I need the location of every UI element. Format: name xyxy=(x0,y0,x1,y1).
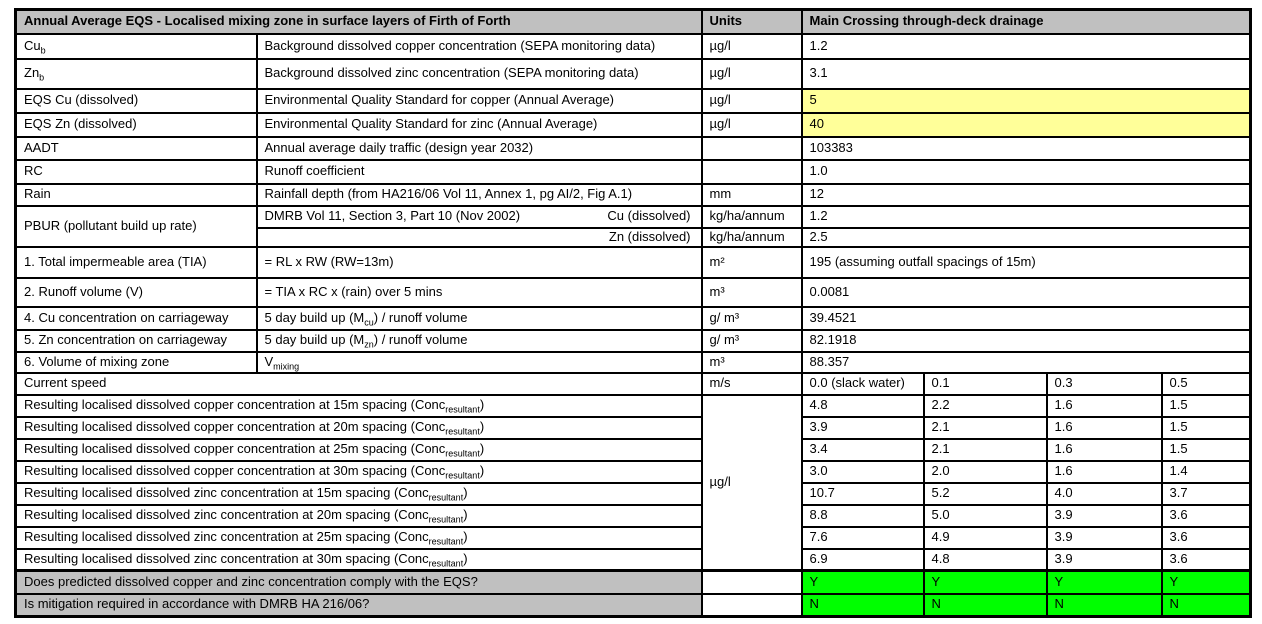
resulting-label: Resulting localised dissolved copper concentration at 15m spacing (Conc$_{resultant}$) xyxy=(16,395,702,417)
result-value: 1.6 xyxy=(1047,395,1162,417)
result-value: 1.5 xyxy=(1162,439,1251,461)
calc-formula: $V_{mixing}$ xyxy=(257,352,702,373)
row-resulting-cu-20m xyxy=(16,417,1251,439)
param-units xyxy=(702,137,802,160)
header-row xyxy=(16,10,1251,34)
result-value: 2.2 xyxy=(924,395,1047,417)
calc-value: 88.357 xyxy=(802,352,1251,373)
resulting-label: Resulting localised dissolved zinc concentration at 20m spacing (Conc$_{resultant}$) xyxy=(16,505,702,527)
calc-formula: = RL x RW (RW=13m) xyxy=(257,247,702,278)
param-label: EQS Zn (dissolved) xyxy=(16,113,257,137)
label-subscript: resultant xyxy=(428,558,464,569)
param-label: EQS Cu (dissolved) xyxy=(16,89,257,113)
result-value: 4.8 xyxy=(924,549,1047,571)
result-value: 3.9 xyxy=(1047,549,1162,571)
result-value: 1.5 xyxy=(1162,417,1251,439)
label-subscript: resultant xyxy=(428,514,464,525)
param-description: Annual average daily traffic (design year 2032) xyxy=(257,137,702,160)
pbur-source xyxy=(257,206,702,228)
label-subscript: b xyxy=(40,45,46,56)
row-mixing-zone-volume xyxy=(16,352,1251,373)
label-subscript: b xyxy=(39,72,45,83)
resulting-label: Resulting localised dissolved zinc concentration at 25m spacing (Conc$_{resultant}$) xyxy=(16,527,702,549)
resulting-units: µg/l xyxy=(702,395,802,571)
compliance-answer: Y xyxy=(802,571,924,594)
pbur-source-text: DMRB Vol 11, Section 3, Part 10 (Nov 2002) xyxy=(264,208,521,224)
compliance-answer: Y xyxy=(924,571,1047,594)
calc-label: 1. Total impermeable area (TIA) xyxy=(16,247,257,278)
question-units-empty xyxy=(702,594,802,617)
param-units: µg/l xyxy=(702,34,802,59)
calc-value: 39.4521 xyxy=(802,307,1251,330)
calc-formula: 5 day build up $(M_{zn})$ / runoff volume xyxy=(257,330,702,352)
param-units: µg/l xyxy=(702,113,802,137)
result-value: 1.6 xyxy=(1047,461,1162,483)
mitigation-answer: N xyxy=(1162,594,1251,617)
result-value: 3.7 xyxy=(1162,483,1251,505)
formula-subscript: cu xyxy=(364,317,374,328)
calc-units: m³ xyxy=(702,278,802,307)
row-resulting-zn-20m xyxy=(16,505,1251,527)
question-label: Is mitigation required in accordance with DMRB HA 216/06? xyxy=(16,594,702,617)
param-value-highlighted: 5 xyxy=(802,89,1251,113)
result-value: 3.0 xyxy=(802,461,924,483)
eqs-assessment-table xyxy=(14,8,1252,618)
result-value: 4.0 xyxy=(1047,483,1162,505)
row-pbur-cu xyxy=(16,206,1251,228)
param-description: Background dissolved zinc concentration (SEPA monitoring data) xyxy=(257,59,702,89)
row-eqs-zn xyxy=(16,113,1251,137)
label-subscript: resultant xyxy=(445,404,480,415)
result-value: 2.1 xyxy=(924,417,1047,439)
calc-units: g/ m³ xyxy=(702,330,802,352)
result-value: 7.6 xyxy=(802,527,924,549)
param-value-highlighted: 40 xyxy=(802,113,1251,137)
calc-formula: = TIA x RC x (rain) over 5 mins xyxy=(257,278,702,307)
param-label: $Cu_b$ xyxy=(16,34,257,59)
result-value: 3.9 xyxy=(1047,505,1162,527)
speed-value: 0.0 (slack water) xyxy=(802,373,924,395)
label-subscript: resultant xyxy=(428,536,464,547)
param-value: 1.2 xyxy=(802,34,1251,59)
result-value: 3.9 xyxy=(1047,527,1162,549)
question-label: Does predicted dissolved copper and zinc concentration comply with the EQS? xyxy=(16,571,702,594)
pbur-species: Zn (dissolved) xyxy=(257,228,702,247)
question-units-empty xyxy=(702,571,802,594)
pbur-units: kg/ha/annum xyxy=(702,206,802,228)
result-value: 4.8 xyxy=(802,395,924,417)
resulting-label: Resulting localised dissolved zinc concentration at 30m spacing (Conc$_{resultant}$) xyxy=(16,549,702,571)
row-rc xyxy=(16,160,1251,184)
row-zn-background xyxy=(16,59,1251,89)
param-description: Rainfall depth (from HA216/06 Vol 11, Annex 1, pg AI/2, Fig A.1) xyxy=(257,184,702,206)
row-zn-concentration xyxy=(16,330,1251,352)
label-subscript: resultant xyxy=(445,448,480,459)
row-rain xyxy=(16,184,1251,206)
row-current-speed xyxy=(16,373,1251,395)
result-value: 4.9 xyxy=(924,527,1047,549)
row-resulting-cu-30m xyxy=(16,461,1251,483)
calc-label: 5. Zn concentration on carriageway xyxy=(16,330,257,352)
result-value: 1.5 xyxy=(1162,395,1251,417)
param-label: $Zn_b$ xyxy=(16,59,257,89)
result-value: 1.4 xyxy=(1162,461,1251,483)
compliance-answer: Y xyxy=(1162,571,1251,594)
result-value: 2.1 xyxy=(924,439,1047,461)
param-value: 3.1 xyxy=(802,59,1251,89)
row-resulting-cu-25m xyxy=(16,439,1251,461)
row-resulting-zn-30m xyxy=(16,549,1251,571)
result-value: 3.9 xyxy=(802,417,924,439)
param-description: Environmental Quality Standard for zinc (Annual Average) xyxy=(257,113,702,137)
param-description: Background dissolved copper concentration (SEPA monitoring data) xyxy=(257,34,702,59)
param-value: 103383 xyxy=(802,137,1251,160)
calc-value: 82.1918 xyxy=(802,330,1251,352)
result-value: 10.7 xyxy=(802,483,924,505)
calc-value: 0.0081 xyxy=(802,278,1251,307)
result-value: 1.6 xyxy=(1047,417,1162,439)
speed-value: 0.5 xyxy=(1162,373,1251,395)
param-units: µg/l xyxy=(702,89,802,113)
row-tia xyxy=(16,247,1251,278)
pbur-label: PBUR (pollutant build up rate) xyxy=(16,206,257,247)
calc-units: m² xyxy=(702,247,802,278)
resulting-label: Resulting localised dissolved copper concentration at 20m spacing (Conc$_{resultant}$) xyxy=(16,417,702,439)
param-units: mm xyxy=(702,184,802,206)
param-units xyxy=(702,160,802,184)
row-cu-concentration xyxy=(16,307,1251,330)
resulting-label: Resulting localised dissolved copper concentration at 30m spacing (Conc$_{resultant}$) xyxy=(16,461,702,483)
result-value: 6.9 xyxy=(802,549,924,571)
param-description: Environmental Quality Standard for copper (Annual Average) xyxy=(257,89,702,113)
row-mitigation-question xyxy=(16,594,1251,617)
param-label: RC xyxy=(16,160,257,184)
calc-label: 2. Runoff volume (V) xyxy=(16,278,257,307)
speed-value: 0.3 xyxy=(1047,373,1162,395)
formula-subscript: mixing xyxy=(273,361,300,372)
label-subscript: resultant xyxy=(445,470,480,481)
current-speed-label: Current speed xyxy=(16,373,702,395)
result-value: 2.0 xyxy=(924,461,1047,483)
calc-label: 4. Cu concentration on carriageway xyxy=(16,307,257,330)
label-subscript: resultant xyxy=(428,492,464,503)
pbur-value: 2.5 xyxy=(802,228,1251,247)
param-description: Runoff coefficient xyxy=(257,160,702,184)
row-eqs-compliance-question xyxy=(16,571,1251,594)
calc-value: 195 (assuming outfall spacings of 15m) xyxy=(802,247,1251,278)
result-value: 3.6 xyxy=(1162,505,1251,527)
current-speed-units: m/s xyxy=(702,373,802,395)
result-value: 3.6 xyxy=(1162,549,1251,571)
result-value: 3.4 xyxy=(802,439,924,461)
result-value: 3.6 xyxy=(1162,527,1251,549)
row-resulting-zn-25m xyxy=(16,527,1251,549)
units-column-header: Units xyxy=(702,10,802,34)
param-value: 12 xyxy=(802,184,1251,206)
pbur-value: 1.2 xyxy=(802,206,1251,228)
row-resulting-cu-15m xyxy=(16,395,1251,417)
mitigation-answer: N xyxy=(924,594,1047,617)
mitigation-answer: N xyxy=(802,594,924,617)
param-label: AADT xyxy=(16,137,257,160)
result-value: 8.8 xyxy=(802,505,924,527)
resulting-label: Resulting localised dissolved zinc concentration at 15m spacing (Conc$_{resultant}$) xyxy=(16,483,702,505)
formula-subscript: zn xyxy=(364,339,374,350)
param-label: Rain xyxy=(16,184,257,206)
row-aadt xyxy=(16,137,1251,160)
table-title: Annual Average EQS - Localised mixing zone in surface layers of Firth of Forth xyxy=(16,10,702,34)
calc-label: 6. Volume of mixing zone xyxy=(16,352,257,373)
pbur-units: kg/ha/annum xyxy=(702,228,802,247)
param-units: µg/l xyxy=(702,59,802,89)
calc-units: m³ xyxy=(702,352,802,373)
label-subscript: resultant xyxy=(445,426,480,437)
calc-formula: 5 day build up $(M_{cu})$ / runoff volume xyxy=(257,307,702,330)
row-runoff-volume xyxy=(16,278,1251,307)
param-value: 1.0 xyxy=(802,160,1251,184)
calc-units: g/ m³ xyxy=(702,307,802,330)
result-value: 5.0 xyxy=(924,505,1047,527)
row-cu-background xyxy=(16,34,1251,59)
speed-value: 0.1 xyxy=(924,373,1047,395)
mitigation-answer: N xyxy=(1047,594,1162,617)
resulting-label: Resulting localised dissolved copper concentration at 25m spacing (Conc$_{resultant}$) xyxy=(16,439,702,461)
row-eqs-cu xyxy=(16,89,1251,113)
result-value: 1.6 xyxy=(1047,439,1162,461)
scheme-column-header: Main Crossing through-deck drainage xyxy=(802,10,1251,34)
pbur-species: Cu (dissolved) xyxy=(607,208,691,224)
result-value: 5.2 xyxy=(924,483,1047,505)
row-resulting-zn-15m xyxy=(16,483,1251,505)
compliance-answer: Y xyxy=(1047,571,1162,594)
